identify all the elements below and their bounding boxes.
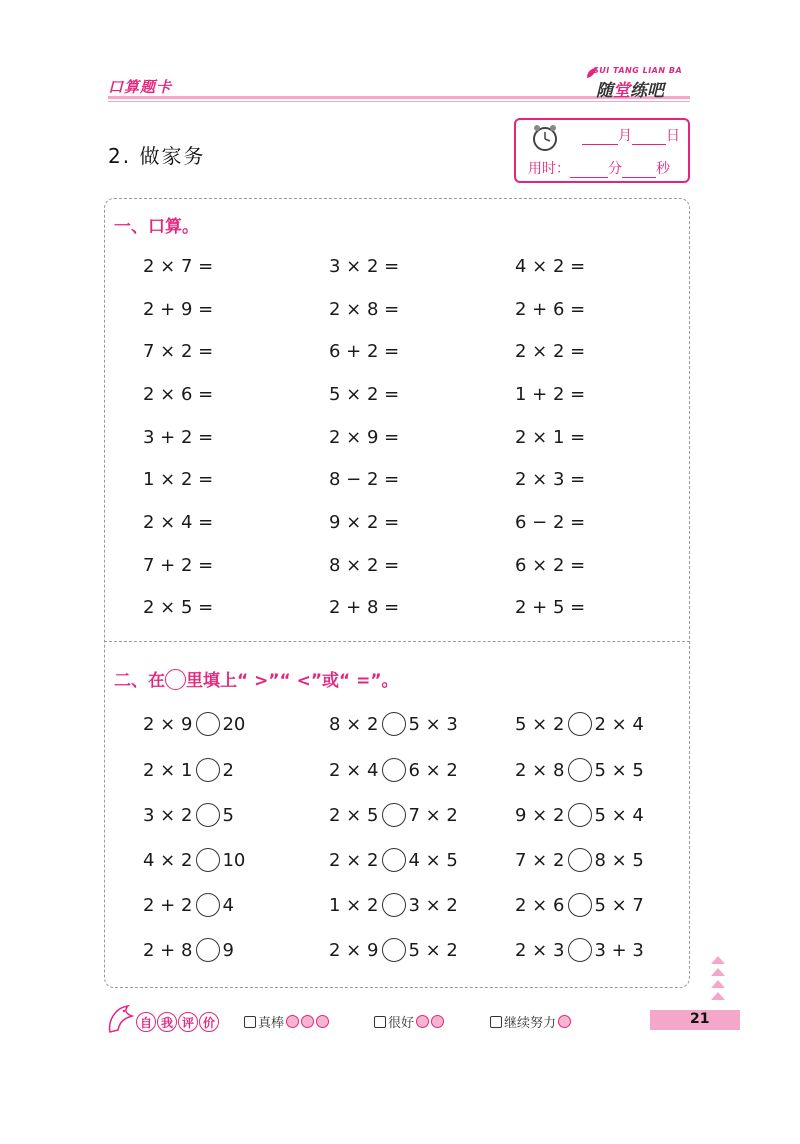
- compare-item: [143, 938, 234, 962]
- compare-left: 4 × 2: [143, 849, 193, 871]
- self-eval-char: 价: [199, 1012, 219, 1032]
- compare-left: 8 × 2: [329, 713, 379, 735]
- compare-left: 3 × 2: [143, 804, 193, 826]
- second-label: 秒: [656, 161, 670, 177]
- answer-circle[interactable]: [382, 758, 406, 782]
- checkbox[interactable]: [374, 1016, 386, 1028]
- calc-problem: 2 × 8 =: [329, 299, 400, 320]
- flower-icon: [316, 1015, 329, 1028]
- calc-problem: 2 × 7 =: [143, 256, 214, 277]
- compare-right: 20: [222, 713, 246, 735]
- brand-char-3: 练吧: [630, 81, 664, 101]
- answer-circle[interactable]: [568, 803, 592, 827]
- compare-left: 1 × 2: [329, 894, 379, 916]
- compare-item: [143, 712, 245, 736]
- compare-left: 2 × 9: [329, 939, 379, 961]
- compare-right: 5 × 4: [594, 804, 644, 826]
- compare-left: 2 + 2: [143, 894, 193, 916]
- answer-circle[interactable]: [196, 893, 220, 917]
- compare-left: 2 × 3: [515, 939, 565, 961]
- answer-circle[interactable]: [196, 712, 220, 736]
- answer-circle[interactable]: [568, 758, 592, 782]
- time-row: [528, 158, 670, 178]
- compare-item: [329, 893, 458, 917]
- section-divider: [104, 641, 690, 642]
- calc-problem: 2 × 4 =: [143, 512, 214, 533]
- compare-item: [329, 758, 458, 782]
- compare-item: [143, 893, 234, 917]
- calc-problem: 7 × 2 =: [143, 341, 214, 362]
- chevron-up-icon: [709, 955, 727, 1005]
- answer-circle[interactable]: [382, 938, 406, 962]
- calc-problem: 2 + 6 =: [515, 299, 586, 320]
- brand-char-2: 堂: [613, 81, 630, 101]
- day-label: 日: [666, 128, 680, 144]
- flower-icon: [286, 1015, 299, 1028]
- compare-right: 4 × 5: [408, 849, 458, 871]
- answer-circle[interactable]: [382, 848, 406, 872]
- compare-right: 5 × 3: [408, 713, 458, 735]
- compare-right: 10: [222, 849, 246, 871]
- header-left-label: 口算题卡: [108, 78, 173, 96]
- calc-problem: 2 + 9 =: [143, 299, 214, 320]
- checkbox[interactable]: [244, 1016, 256, 1028]
- calc-problem: 6 + 2 =: [329, 341, 400, 362]
- section2-heading-b: 里填上“ >”“ <”或“ =”。: [186, 671, 399, 691]
- compare-right: 5 × 2: [408, 939, 458, 961]
- calc-problem: 2 × 3 =: [515, 469, 586, 490]
- day-blank[interactable]: [632, 130, 666, 145]
- answer-circle[interactable]: [568, 893, 592, 917]
- rating-label: 继续努力: [504, 1016, 557, 1031]
- page-number: 21: [690, 1011, 710, 1027]
- rating-option-keep-trying[interactable]: [490, 1012, 571, 1031]
- compare-item: [515, 758, 644, 782]
- answer-circle[interactable]: [196, 803, 220, 827]
- compare-item: [329, 803, 458, 827]
- brand-char-1: 随: [596, 81, 613, 101]
- self-eval-char: 自: [136, 1012, 156, 1032]
- compare-right: 5: [222, 804, 234, 826]
- calc-problem: 2 × 2 =: [515, 341, 586, 362]
- header-rule-thin: [108, 101, 690, 102]
- compare-item: [515, 848, 644, 872]
- compare-left: 7 × 2: [515, 849, 565, 871]
- compare-item: [143, 803, 234, 827]
- alarm-clock-icon: [530, 122, 560, 152]
- calc-problem: 8 − 2 =: [329, 469, 400, 490]
- self-eval-char: 评: [178, 1012, 198, 1032]
- compare-right: 3 + 3: [594, 939, 644, 961]
- section2-heading: [114, 666, 399, 691]
- compare-right: 7 × 2: [408, 804, 458, 826]
- compare-right: 5 × 5: [594, 759, 644, 781]
- calc-problem: 8 × 2 =: [329, 555, 400, 576]
- compare-left: 2 + 8: [143, 939, 193, 961]
- answer-circle[interactable]: [568, 938, 592, 962]
- compare-right: 2 × 4: [594, 713, 644, 735]
- section1-heading: 一、口算。: [114, 217, 199, 237]
- brand-english: SUI TANG LIAN BA: [593, 66, 683, 75]
- flower-icon: [301, 1015, 314, 1028]
- answer-circle[interactable]: [568, 712, 592, 736]
- calc-problem: 5 × 2 =: [329, 384, 400, 405]
- compare-left: 2 × 2: [329, 849, 379, 871]
- calc-problem: 9 × 2 =: [329, 512, 400, 533]
- flower-icon: [416, 1015, 429, 1028]
- compare-left: 2 × 1: [143, 759, 193, 781]
- month-label: 月: [618, 128, 632, 144]
- compare-left: 5 × 2: [515, 713, 565, 735]
- answer-circle[interactable]: [382, 893, 406, 917]
- compare-right: 5 × 7: [594, 894, 644, 916]
- compare-right: 8 × 5: [594, 849, 644, 871]
- rating-label: 很好: [388, 1016, 415, 1031]
- answer-circle[interactable]: [382, 712, 406, 736]
- answer-circle[interactable]: [568, 848, 592, 872]
- month-blank[interactable]: [582, 130, 618, 145]
- self-eval-char: 我: [157, 1012, 177, 1032]
- calc-problem: 4 × 2 =: [515, 256, 586, 277]
- self-evaluation-label: [136, 1012, 220, 1032]
- page-title: 2. 做家务: [108, 144, 206, 168]
- calc-problem: 2 + 8 =: [329, 597, 400, 618]
- compare-right: 6 × 2: [408, 759, 458, 781]
- calc-problem: 2 × 6 =: [143, 384, 214, 405]
- compare-item: [515, 938, 644, 962]
- answer-circle[interactable]: [196, 758, 220, 782]
- brand-chinese: [596, 76, 664, 101]
- compare-item: [329, 938, 458, 962]
- circle-icon: [165, 669, 186, 690]
- compare-right: 2: [222, 759, 234, 781]
- checkbox[interactable]: [490, 1016, 502, 1028]
- flower-icon: [431, 1015, 444, 1028]
- compare-left: 9 × 2: [515, 804, 565, 826]
- compare-left: 2 × 6: [515, 894, 565, 916]
- calc-problem: 6 × 2 =: [515, 555, 586, 576]
- second-blank[interactable]: [622, 163, 656, 178]
- dolphin-icon: [106, 1002, 136, 1036]
- compare-left: 2 × 5: [329, 804, 379, 826]
- compare-item: [515, 893, 644, 917]
- answer-circle[interactable]: [382, 803, 406, 827]
- answer-circle[interactable]: [196, 938, 220, 962]
- calc-problem: 2 × 1 =: [515, 427, 586, 448]
- calc-problem: 2 × 9 =: [329, 427, 400, 448]
- calc-problem: 2 + 5 =: [515, 597, 586, 618]
- calc-problem: 3 + 2 =: [143, 427, 214, 448]
- rating-option-great[interactable]: [244, 1012, 329, 1031]
- compare-item: [143, 848, 245, 872]
- time-label: 用时：: [528, 161, 570, 177]
- compare-item: [515, 712, 644, 736]
- compare-right: 4: [222, 894, 234, 916]
- date-row: [582, 125, 680, 145]
- flower-icon: [558, 1015, 571, 1028]
- calc-problem: 2 × 5 =: [143, 597, 214, 618]
- calc-problem: 1 + 2 =: [515, 384, 586, 405]
- rating-label: 真棒: [258, 1016, 285, 1031]
- compare-item: [143, 758, 234, 782]
- calc-problem: 1 × 2 =: [143, 469, 214, 490]
- compare-item: [515, 803, 644, 827]
- calc-problem: 3 × 2 =: [329, 256, 400, 277]
- compare-left: 2 × 4: [329, 759, 379, 781]
- minute-blank[interactable]: [570, 163, 608, 178]
- minute-label: 分: [608, 161, 622, 177]
- compare-left: 2 × 9: [143, 713, 193, 735]
- calc-problem: 6 − 2 =: [515, 512, 586, 533]
- compare-right: 3 × 2: [408, 894, 458, 916]
- rating-option-good[interactable]: [374, 1012, 444, 1031]
- compare-right: 9: [222, 939, 234, 961]
- compare-item: [329, 848, 458, 872]
- calc-problem: 7 + 2 =: [143, 555, 214, 576]
- section2-heading-a: 二、在: [114, 671, 165, 691]
- compare-item: [329, 712, 458, 736]
- compare-left: 2 × 8: [515, 759, 565, 781]
- answer-circle[interactable]: [196, 848, 220, 872]
